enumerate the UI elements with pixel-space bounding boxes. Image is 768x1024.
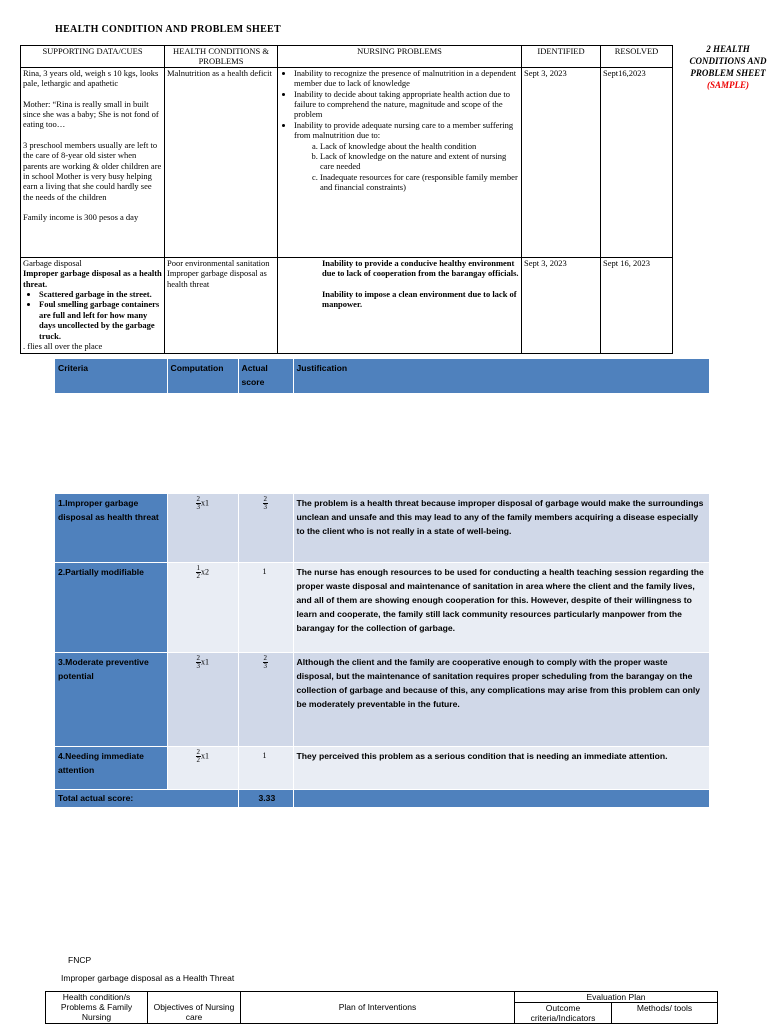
health-condition-cell: Poor environmental sanitation Improper garbage disposal as health threat — [165, 257, 278, 353]
header-resolved: RESOLVED — [601, 46, 673, 68]
header-health-conditions: HEALTH CONDITIONS & PROBLEMS — [165, 46, 278, 68]
total-value: 3.33 — [238, 789, 293, 807]
table-row — [21, 67, 673, 257]
scoring-table — [55, 359, 710, 808]
header-criteria: Criteria — [55, 359, 167, 394]
sheet-title: HEALTH CONDITION AND PROBLEM SHEET — [55, 24, 281, 35]
header-supporting-data: SUPPORTING DATA/CUES — [21, 46, 165, 68]
numerator: 2 — [196, 495, 200, 503]
problem-item-text: Inability to provide adequate nursing care to a member suffering from malnutrition due to: — [294, 119, 514, 141]
criteria-cell: 2.Partially modifiable — [55, 562, 167, 652]
numerator: 1 — [196, 563, 200, 572]
header-justification: Justification — [293, 359, 709, 394]
justification-cell: They perceived this problem as a serious condition that is needing an immediate attention. — [293, 746, 709, 789]
subproblem-item: c. Inadequate resources for care (responsible family member and financial constraints) — [320, 172, 519, 193]
table-row — [55, 652, 709, 746]
cue-bullet: • Foul smelling garbage containers are full and left for how many days uncollected by the garbage truck. — [39, 299, 162, 341]
denominator: 3 — [196, 661, 200, 670]
scoring-header-row — [55, 359, 709, 394]
side-note — [686, 43, 768, 91]
header-evaluation-plan: Evaluation Plan — [515, 992, 718, 1003]
numerator: 2 — [196, 653, 200, 662]
cue-text: 3 preschool members usually are left to the care of 8-year old sister when parents are working & older children are in school Mother is very busy helping earn a living that she could hardly see the needs of the children — [23, 139, 162, 202]
numerator: 2 — [263, 495, 267, 503]
header-interventions: Plan of Interventions — [241, 992, 515, 1024]
multiplier: x1 — [201, 750, 209, 760]
problem-item: • Inability to decide about taking appropriate health action due to failure to comprehend the nature, magnitude and scope of the problem — [294, 89, 519, 120]
score-fraction — [263, 655, 269, 670]
header-nursing-problems: NURSING PROBLEMS — [278, 46, 522, 68]
side-note-title: 2 HEALTH CONDITIONS AND PROBLEM SHEET — [689, 44, 767, 78]
fncp-subtitle: Improper garbage disposal as a Health Threat — [61, 973, 235, 983]
problem-text: Inability to provide a conducive healthy environment due to lack of cooperation from the barangay officials. — [322, 257, 519, 279]
computation-cell — [167, 562, 238, 652]
computation-cell — [167, 652, 238, 746]
denominator: 3 — [263, 661, 267, 670]
criteria-cell: 1.Improper garbage disposal as health threat — [55, 494, 167, 562]
identified-date: Sept 3, 2023 — [522, 67, 601, 257]
fncp-label: FNCP — [68, 955, 92, 965]
table-row — [55, 562, 709, 652]
header-actual-score: Actual score — [238, 359, 293, 394]
computation-cell — [167, 746, 238, 789]
cue-text: . flies all over the place — [23, 341, 103, 352]
sample-label: (SAMPLE) — [706, 80, 749, 90]
problem-item — [294, 120, 519, 193]
supporting-data-cell — [21, 257, 165, 353]
justification-cell: The problem is a health threat because improper disposal of garbage would make the surroundings unclean and unsafe and this may lead to any of the family members acquiring a disease especially to the client who is not really in a state of well-being. — [293, 494, 709, 562]
cue-text: Family income is 300 pesos a day — [23, 212, 139, 223]
header-computation: Computation — [167, 359, 238, 394]
fncp-header-row — [46, 992, 718, 1003]
fncp-table — [45, 991, 718, 1024]
resolved-date: Sept16,2023 — [601, 67, 673, 257]
header-methods-tools: Methods/ tools — [612, 1003, 718, 1024]
header-objectives: Objectives of Nursing care — [148, 992, 241, 1024]
header-outcome-criteria: Outcome criteria/Indicators — [515, 1003, 612, 1024]
cue-text: Rina, 3 years old, weigh s 10 kgs, looks pale, lethargic and apathetic — [23, 67, 159, 89]
identified-date: Sept 3, 2023 — [522, 257, 601, 353]
score-cell — [238, 494, 293, 562]
denominator: 2 — [196, 755, 200, 764]
multiplier: x1 — [201, 656, 209, 666]
cue-text: Garbage disposal — [23, 257, 82, 268]
nursing-problems-cell — [278, 257, 522, 353]
multiplier: x2 — [201, 566, 209, 576]
header-health-condition: Health condition/s Problems & Family Nursing — [46, 992, 148, 1024]
health-condition-cell: Malnutrition as a health deficit — [165, 67, 278, 257]
spacer-row — [55, 394, 709, 495]
justification-cell: The nurse has enough resources to be used for conducting a health teaching session regarding the proper waste disposal and maintenance of sanitation in area where the client and the family lives, and all of them are showing enough cooperation for this. However, despite of their willingness to learn and cooperate, the family still lack community resources particularly manpower from the barangay for the collection of garbage. — [293, 562, 709, 652]
denominator: 3 — [263, 503, 267, 511]
cue-bullet: • Scattered garbage in the street. — [39, 289, 162, 299]
table-row — [21, 257, 673, 353]
denominator: 2 — [196, 571, 200, 580]
score-cell: 1 — [238, 562, 293, 652]
subproblem-item: b. Lack of knowledge on the nature and extent of nursing care needed — [320, 151, 519, 172]
score-fraction — [263, 496, 269, 511]
subproblem-item: a. Lack of knowledge about the health condition — [320, 141, 519, 151]
supporting-data-cell — [21, 67, 165, 257]
score-cell: 1 — [238, 746, 293, 789]
total-row — [55, 789, 709, 807]
problem-text: Inability to impose a clean environment due to lack of manpower. — [322, 288, 517, 310]
computation-cell — [167, 494, 238, 562]
header-identified: IDENTIFIED — [522, 46, 601, 68]
denominator: 3 — [196, 503, 200, 511]
numerator: 2 — [263, 653, 267, 662]
score-cell — [238, 652, 293, 746]
numerator: 2 — [196, 747, 200, 756]
multiplier: x1 — [201, 498, 209, 508]
table-header-row — [21, 46, 673, 68]
cue-text: Mother: “Rina is really small in built since she was a baby; She is not fond of eating too… — [23, 98, 159, 130]
health-condition-table — [20, 45, 673, 354]
resolved-date: Sept 16, 2023 — [601, 257, 673, 353]
table-row — [55, 494, 709, 562]
table-row — [55, 746, 709, 789]
justification-cell: Although the client and the family are cooperative enough to comply with the proper waste disposal, but the maintenance of sanitation requires proper scheduling from the barangay on the collection of garbage and because of this, any complications may arise from this problem can only be moderately preventable in the future. — [293, 652, 709, 746]
criteria-cell: 3.Moderate preventive potential — [55, 652, 167, 746]
nursing-problems-cell — [278, 67, 522, 257]
criteria-cell: 4.Needing immediate attention — [55, 746, 167, 789]
problem-item: • Inability to recognize the presence of malnutrition in a dependent member due to lack of knowledge — [294, 68, 519, 89]
total-empty-cell — [293, 789, 709, 807]
total-label: Total actual score: — [55, 789, 238, 807]
cue-text: Improper garbage disposal as a health threat. — [23, 268, 162, 289]
